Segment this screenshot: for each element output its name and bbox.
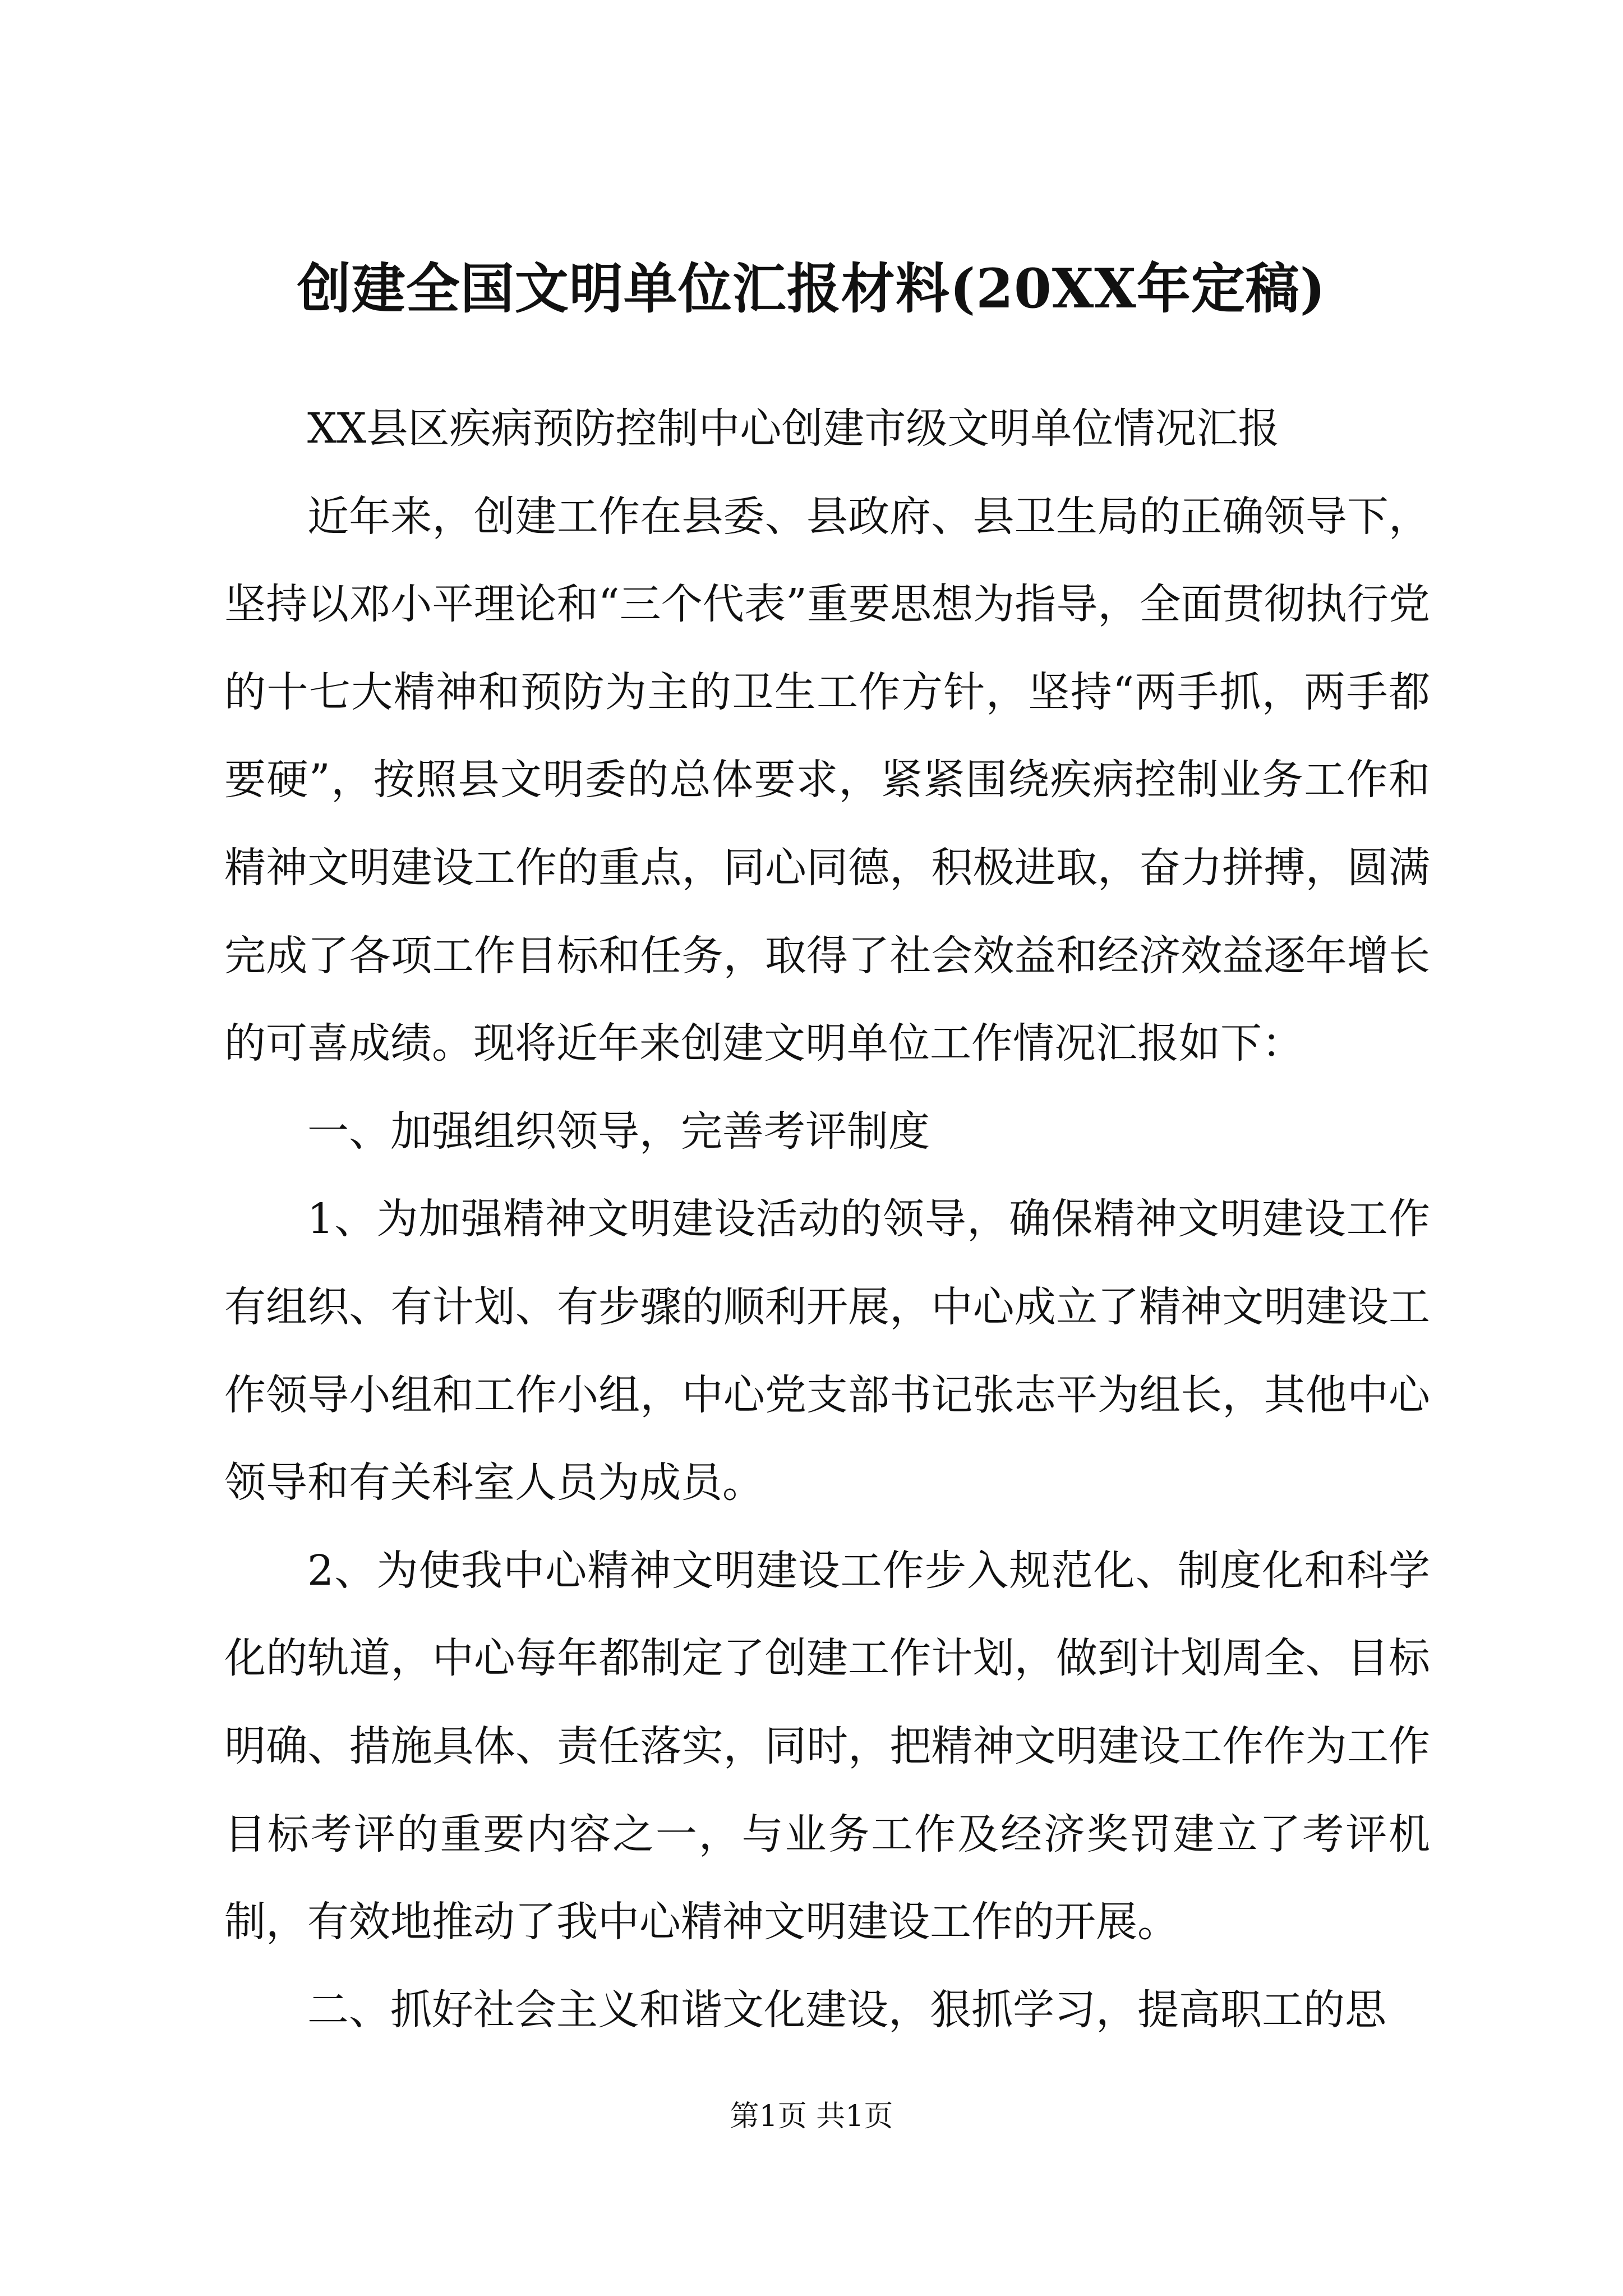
paragraph-subtitle: XX县区疾病预防控制中心创建市级文明单位情况汇报 xyxy=(307,404,1280,453)
page-footer xyxy=(0,2097,1623,2136)
document-title: 创建全国文明单位汇报材料(20XX年定稿) xyxy=(297,257,1326,320)
paragraph-item-1: 1、为加强精神文明建设活动的领导，确保精神文明建设工作有组织、有计划、有步骤的顺利开展，中心成立了精神文明建设工作领导小组和工作小组，中心党支部书记张志平为组长，其他中心领导和有关科室人员为成员。 xyxy=(224,1195,1430,1507)
document-body xyxy=(224,385,1430,2054)
section-heading-2: 二、抓好社会主义和谐文化建设，狠抓学习，提高职工的思 xyxy=(307,1985,1386,2034)
section-heading-1: 一、加强组织领导，完善考评制度 xyxy=(307,1107,930,1156)
paragraph-item-2: 2、为使我中心精神文明建设工作步入规范化、制度化和科学化的轨道，中心每年都制定了创建工作计划，做到计划周全、目标明确、措施具体、责任落实，同时，把精神文明建设工作作为工作目标考评的重要内容之一，与业务工作及经济奖罚建立了考评机制，有效地推动了我中心精神文明建设工作的开展。 xyxy=(224,1546,1430,1947)
paragraph-intro: 近年来，创建工作在县委、县政府、县卫生局的正确领导下，坚持以邓小平理论和“三个代表”重要思想为指导，全面贯彻执行党的十七大精神和预防为主的卫生工作方针，坚持“两手抓，两手都要硬”，按照县文明委的总体要求，紧紧围绕疾病控制业务工作和精神文明建设工作的重点，同心同德，积极进取，奋力拼搏，圆满完成了各项工作目标和任务，取得了社会效益和经济效益逐年增长的可喜成绩。现将近年来创建文明单位工作情况汇报如下： xyxy=(224,492,1430,1068)
page-number: 第1页 共1页 xyxy=(730,2100,893,2133)
